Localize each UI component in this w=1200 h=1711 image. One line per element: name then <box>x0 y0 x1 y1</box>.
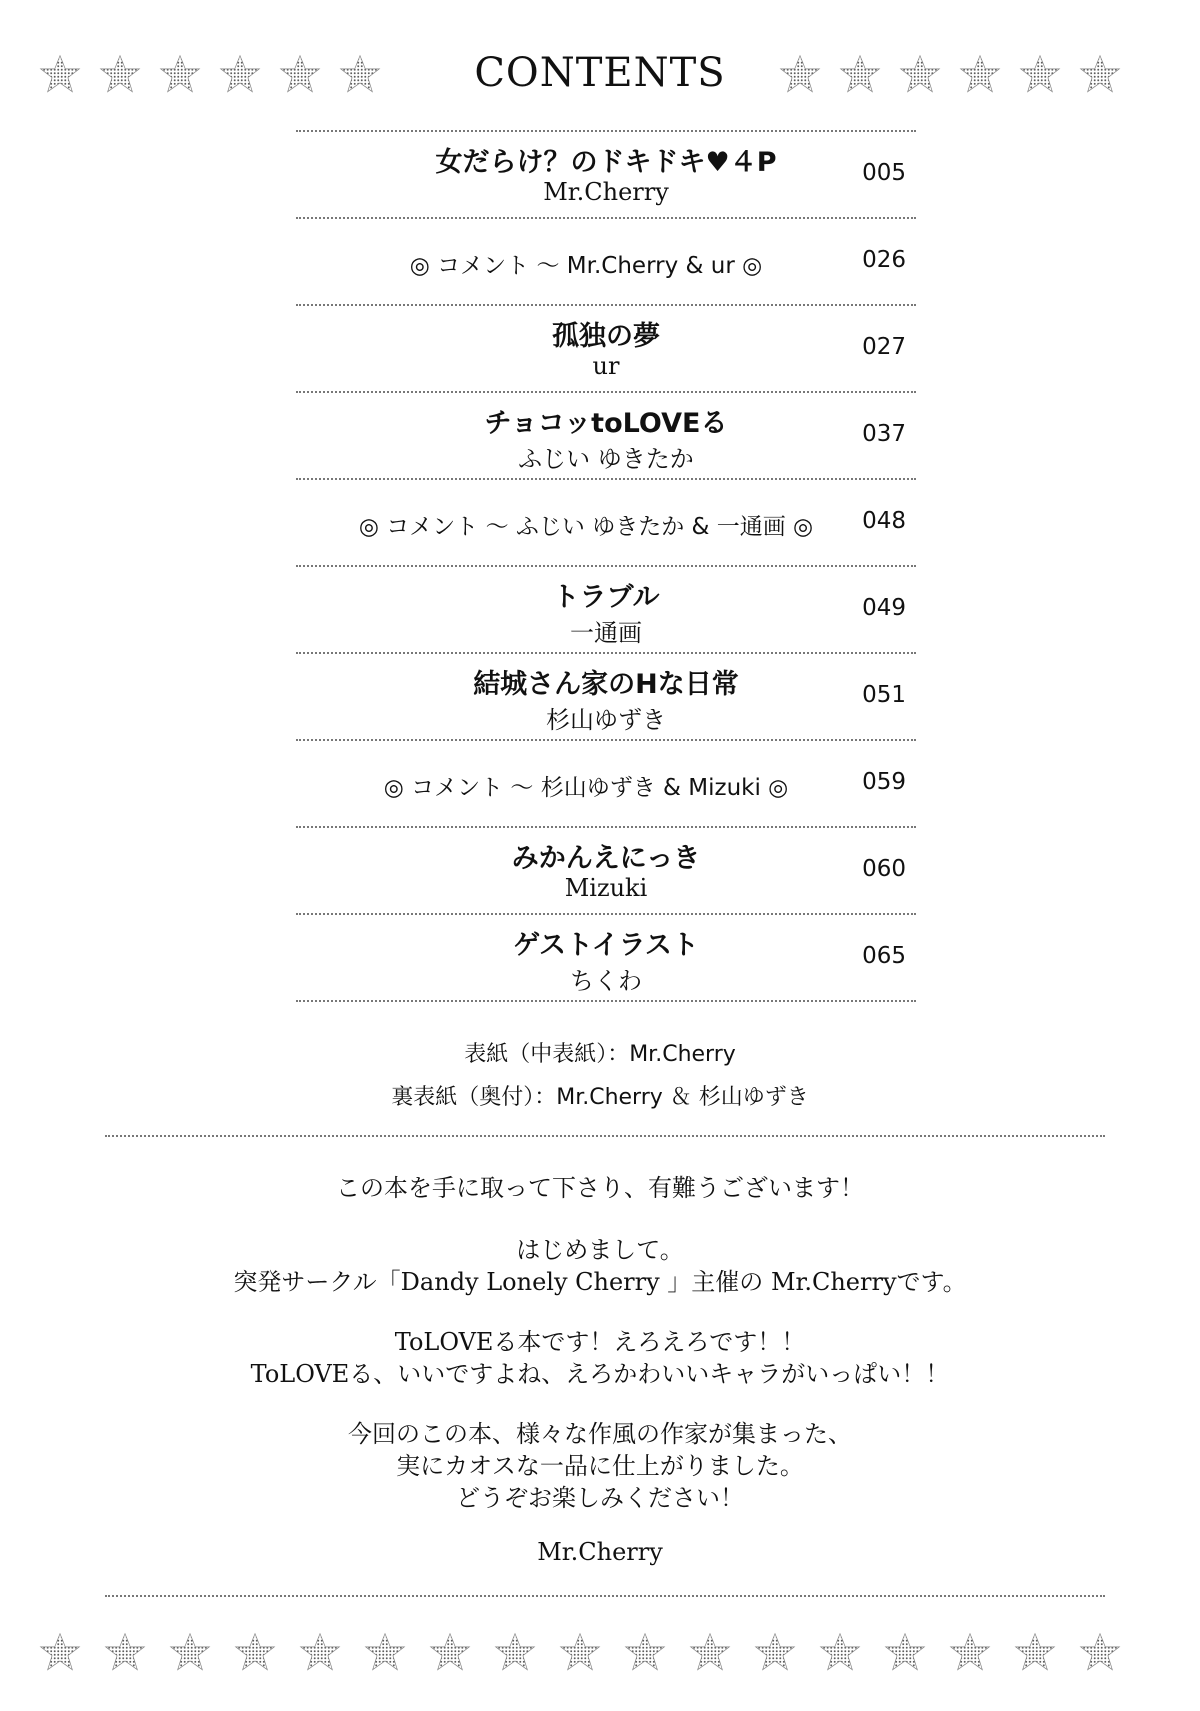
message-line: はじめまして。 <box>516 1236 684 1264</box>
divider <box>105 1135 1105 1137</box>
divider <box>105 1595 1105 1597</box>
entry-title: 孤独の夢 <box>552 321 660 352</box>
toc-entry-comment <box>296 480 916 565</box>
entry-page: 065 <box>862 943 906 969</box>
bottom-star-border <box>0 1625 1200 1685</box>
entry-page: 060 <box>862 856 906 882</box>
toc-entry <box>296 306 916 391</box>
table-of-contents <box>296 130 916 1002</box>
entry-author: ふじい ゆきたか <box>518 445 694 473</box>
entry-page: 051 <box>862 682 906 708</box>
entry-title: ◎ コメント 〜 杉山ゆずき & Mizuki ◎ <box>383 775 789 801</box>
entry-title: ゲストイラスト <box>513 930 699 961</box>
star-row-icon <box>0 1625 1200 1685</box>
entry-author: ちくわ <box>570 967 642 995</box>
entry-title: トラブル <box>552 582 660 613</box>
entry-page: 048 <box>862 508 906 534</box>
toc-entry <box>296 828 916 913</box>
toc-entry-comment <box>296 219 916 304</box>
back-cover-credit: 裏表紙（奥付）：Mr.Cherry ＆ 杉山ゆずき <box>391 1085 809 1110</box>
entry-title: みかんえにっき <box>511 843 701 874</box>
message-line: 突発サークル「Dandy Lonely Cherry 」主催の Mr.Cherryです。 <box>233 1268 967 1296</box>
entry-title: 結城さん家のHな日常 <box>473 669 739 700</box>
toc-entry <box>296 567 916 652</box>
entry-author: Mizuki <box>564 874 648 902</box>
message-line: ToLOVEる本です！えろえろです！！ <box>394 1328 806 1356</box>
entry-author: 一通画 <box>570 619 642 647</box>
toc-entry <box>296 132 916 217</box>
toc-entry <box>296 393 916 478</box>
entry-page: 027 <box>862 334 906 360</box>
entry-author: ur <box>592 352 620 380</box>
message-line: どうぞお楽しみください！ <box>456 1484 744 1512</box>
toc-entry-comment <box>296 741 916 826</box>
divider <box>296 1000 916 1002</box>
entry-page: 037 <box>862 421 906 447</box>
entry-title: 女だらけ？のドキドキ♥４P <box>435 147 777 178</box>
toc-entry <box>296 654 916 739</box>
signature: Mr.Cherry <box>537 1538 663 1566</box>
entry-author: Mr.Cherry <box>543 178 669 206</box>
entry-title: チョコッtoLOVEる <box>484 408 728 439</box>
entry-author: 杉山ゆずき <box>546 706 666 734</box>
toc-entry <box>296 915 916 1000</box>
entry-page: 005 <box>862 160 906 186</box>
message-line: ToLOVEる、いいですよね、えろかわいいキャラがいっぱい！！ <box>250 1360 950 1388</box>
entry-title: ◎ コメント 〜 ふじい ゆきたか & 一通画 ◎ <box>358 514 814 540</box>
entry-title: ◎ コメント 〜 Mr.Cherry & ur ◎ <box>409 253 763 279</box>
entry-page: 059 <box>862 769 906 795</box>
entry-page: 049 <box>862 595 906 621</box>
message-line: 今回のこの本、様々な作風の作家が集まった、 <box>348 1420 852 1448</box>
cover-credit: 表紙（中表紙）：Mr.Cherry <box>464 1042 736 1067</box>
entry-page: 026 <box>862 247 906 273</box>
page-title: CONTENTS <box>474 50 726 96</box>
message-line: 実にカオスな一品に仕上がりました。 <box>396 1452 804 1480</box>
message-line: この本を手に取って下さり、有難うございます！ <box>336 1174 864 1202</box>
